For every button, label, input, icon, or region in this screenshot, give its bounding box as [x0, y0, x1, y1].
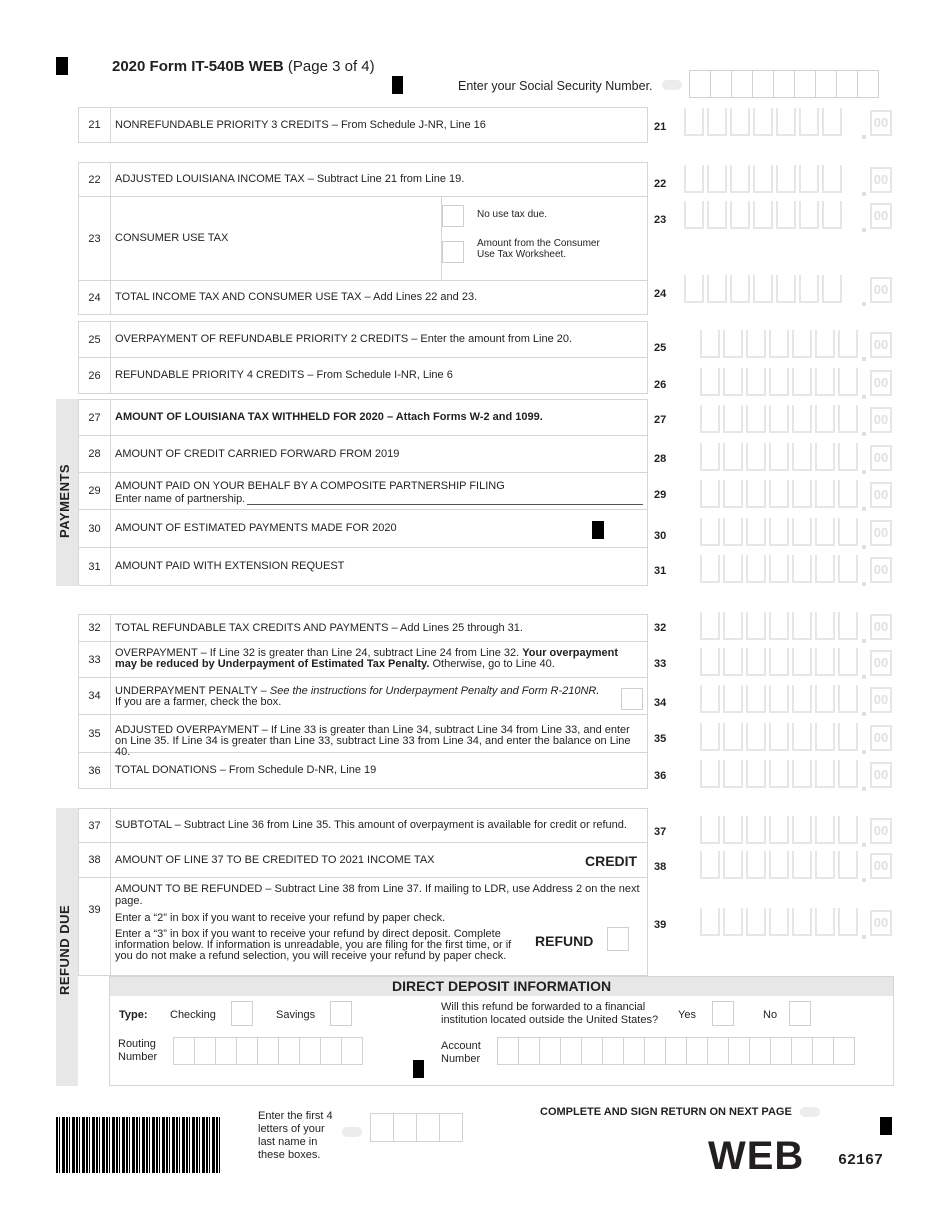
amount-input[interactable] — [684, 108, 845, 138]
line-32: 32 TOTAL REFUNDABLE TAX CREDITS AND PAYMENTS – Add Lines 25 through 31. — [78, 614, 648, 642]
foreign-yes-checkbox[interactable] — [712, 1001, 734, 1026]
amount-input[interactable] — [700, 648, 861, 678]
decimal-point — [862, 935, 866, 939]
decimal-point — [862, 878, 866, 882]
partnership-name-input[interactable] — [247, 504, 643, 505]
amount-input[interactable] — [700, 723, 861, 753]
amount-line-number: 25 — [654, 342, 667, 354]
cents-box[interactable]: 00 — [870, 277, 892, 303]
decimal-point — [862, 639, 866, 643]
amount-line-number: 34 — [654, 697, 667, 709]
cents-box[interactable]: 00 — [870, 853, 892, 879]
amount-line-number: 28 — [654, 453, 667, 465]
amount-line-number: 37 — [654, 826, 667, 838]
foreign-no-checkbox[interactable] — [789, 1001, 811, 1026]
line-21: 21 NONREFUNDABLE PRIORITY 3 CREDITS – From Schedule J-NR, Line 16 — [78, 107, 648, 143]
complete-sign-note: COMPLETE AND SIGN RETURN ON NEXT PAGE — [540, 1106, 792, 1118]
line-37: 37 SUBTOTAL – Subtract Line 36 from Line 35. This amount of overpayment is available for credit or refund. — [78, 808, 648, 843]
name-prompt: Enter the first 4 letters of your last name in these boxes. — [258, 1110, 333, 1161]
amount-input[interactable] — [700, 760, 861, 790]
account-label: Account Number — [441, 1040, 481, 1065]
pointing-hand-icon — [662, 80, 682, 90]
amount-line-number: 29 — [654, 489, 667, 501]
amount-input[interactable] — [700, 685, 861, 715]
amount-line-number: 26 — [654, 379, 667, 391]
amount-input[interactable] — [700, 480, 861, 510]
cents-box[interactable]: 00 — [870, 818, 892, 844]
no-use-tax-label: No use tax due. — [477, 209, 548, 220]
foreign-question: Will this refund be forwarded to a financial institution located outside the United States? — [441, 1001, 659, 1026]
cents-box[interactable]: 00 — [870, 110, 892, 136]
farmer-checkbox[interactable] — [621, 688, 643, 710]
amount-line-number: 22 — [654, 178, 667, 190]
form-title — [112, 58, 375, 75]
amount-line-number: 38 — [654, 861, 667, 873]
ssn-input[interactable] — [689, 70, 878, 98]
line-36: 36 TOTAL DONATIONS – From Schedule D-NR, Line 19 — [78, 753, 648, 789]
last-name-input[interactable] — [370, 1113, 462, 1142]
line-24: 24 TOTAL INCOME TAX AND CONSUMER USE TAX – Add Lines 22 and 23. — [78, 281, 648, 315]
amount-input[interactable] — [684, 165, 845, 195]
amount-input[interactable] — [700, 368, 861, 398]
amount-input[interactable] — [700, 555, 861, 585]
line-35: 35 ADJUSTED OVERPAYMENT – If Line 33 is greater than Line 34, subtract Line 34 from Line 33, and enter on Line 35. If Line 34 is greater than Line 33, subtract Line 33 from Line 34, and enter the balance on Line 40. — [78, 715, 648, 753]
amount-input[interactable] — [700, 612, 861, 642]
cents-box[interactable]: 00 — [870, 614, 892, 640]
line-39: 39 AMOUNT TO BE REFUNDED – Subtract Line 38 from Line 37. If mailing to LDR, use Address 2 on the next page. Enter a “2” in box if you want to receive your refund by paper check. Enter a “3” in box if you want to receive your refund by direct deposit. Complete information below. If information is unreadable, you are filing for the first time, or if you do not make a refund selection, you will receive your refund by paper check. REFUND — [78, 878, 648, 976]
amount-line-number: 21 — [654, 121, 667, 133]
type-label: Type: — [119, 1009, 148, 1021]
decimal-point — [862, 545, 866, 549]
decimal-point — [862, 135, 866, 139]
registration-mark — [56, 57, 68, 75]
refund-method-box[interactable] — [607, 927, 629, 951]
decimal-point — [862, 582, 866, 586]
decimal-point — [862, 357, 866, 361]
amount-line-number: 39 — [654, 919, 667, 931]
decimal-point — [862, 395, 866, 399]
direct-deposit-section — [109, 976, 894, 1086]
decimal-point — [862, 843, 866, 847]
line-22: 22 ADJUSTED LOUISIANA INCOME TAX – Subtract Line 21 from Line 19. — [78, 162, 648, 197]
use-tax-worksheet-checkbox[interactable] — [442, 241, 464, 263]
account-number-input[interactable] — [497, 1037, 854, 1065]
savings-checkbox[interactable] — [330, 1001, 352, 1026]
amount-line-number: 27 — [654, 414, 667, 426]
cents-box[interactable]: 00 — [870, 203, 892, 229]
decimal-point — [862, 470, 866, 474]
payments-label: PAYMENTS — [57, 463, 72, 538]
decimal-point — [862, 302, 866, 306]
cents-box[interactable]: 00 — [870, 910, 892, 936]
registration-mark — [880, 1117, 892, 1135]
amount-input[interactable] — [700, 908, 861, 938]
amount-line-number: 33 — [654, 658, 667, 670]
routing-label: Routing Number — [118, 1038, 158, 1063]
cents-box[interactable]: 00 — [870, 557, 892, 583]
line-29: 29 AMOUNT PAID ON YOUR BEHALF BY A COMPOSITE PARTNERSHIP FILING Enter name of partnership. — [78, 473, 648, 510]
cents-box[interactable]: 00 — [870, 332, 892, 358]
registration-mark — [392, 76, 403, 94]
amount-line-number: 24 — [654, 288, 667, 300]
cents-box[interactable]: 00 — [870, 725, 892, 751]
pointing-hand-icon — [800, 1107, 820, 1117]
line-25: 25 OVERPAYMENT OF REFUNDABLE PRIORITY 2 CREDITS – Enter the amount from Line 20. — [78, 321, 648, 358]
web-label: WEB — [708, 1134, 805, 1178]
decimal-point — [862, 432, 866, 436]
decimal-point — [862, 675, 866, 679]
decimal-point — [862, 228, 866, 232]
amount-line-number: 23 — [654, 214, 667, 226]
cents-box[interactable]: 00 — [870, 407, 892, 433]
line-27: 27 AMOUNT OF LOUISIANA TAX WITHHELD FOR 2020 – Attach Forms W-2 and 1099. — [78, 399, 648, 436]
cents-box[interactable]: 00 — [870, 167, 892, 193]
refund-label: REFUND — [535, 933, 594, 949]
line-38: 38 AMOUNT OF LINE 37 TO BE CREDITED TO 2021 INCOME TAX CREDIT — [78, 843, 648, 878]
no-use-tax-checkbox[interactable] — [442, 205, 464, 227]
amount-input[interactable] — [700, 405, 861, 435]
line-26: 26 REFUNDABLE PRIORITY 4 CREDITS – From Schedule I-NR, Line 6 — [78, 358, 648, 394]
amount-input[interactable] — [700, 851, 861, 881]
decimal-point — [862, 787, 866, 791]
direct-deposit-title: DIRECT DEPOSIT INFORMATION — [392, 978, 612, 994]
line-33: 33 OVERPAYMENT – If Line 32 is greater than Line 24, subtract Line 24 from Line 32. Your overpayment may be reduced by Underpayment of Estimated Tax Penalty. Otherwise, go to Line 40. — [78, 642, 648, 678]
line-30: 30 AMOUNT OF ESTIMATED PAYMENTS MADE FOR 2020 — [78, 510, 648, 548]
line-28: 28 AMOUNT OF CREDIT CARRIED FORWARD FROM 2019 — [78, 436, 648, 473]
amount-input[interactable] — [700, 443, 861, 473]
amount-line-number: 32 — [654, 622, 667, 634]
ssn-label: Enter your Social Security Number. — [458, 79, 653, 93]
credit-label: CREDIT — [585, 853, 638, 869]
line-31: 31 AMOUNT PAID WITH EXTENSION REQUEST — [78, 548, 648, 586]
amount-line-number: 35 — [654, 733, 667, 745]
amount-input[interactable] — [684, 275, 845, 305]
cents-box[interactable]: 00 — [870, 370, 892, 396]
amount-input[interactable] — [700, 816, 861, 846]
amount-line-number: 31 — [654, 565, 667, 577]
line-23: 23 CONSUMER USE TAX No use tax due. Amount from the Consumer Use Tax Worksheet. — [78, 197, 648, 281]
use-tax-worksheet-label: Amount from the Consumer Use Tax Worksheet. — [477, 238, 600, 260]
checking-label: Checking — [170, 1009, 216, 1021]
decimal-point — [862, 750, 866, 754]
cents-box[interactable]: 00 — [870, 520, 892, 546]
amount-input[interactable] — [700, 330, 861, 360]
refund-due-label: REFUND DUE — [57, 904, 72, 995]
cents-box[interactable]: 00 — [870, 482, 892, 508]
amount-line-number: 36 — [654, 770, 667, 782]
cents-box[interactable]: 00 — [870, 445, 892, 471]
amount-input[interactable] — [684, 201, 845, 231]
page-info: (Page 3 of 4) — [287, 58, 375, 75]
barcode — [56, 1117, 222, 1173]
cents-box[interactable]: 00 — [870, 762, 892, 788]
checking-checkbox[interactable] — [231, 1001, 253, 1026]
cents-box[interactable]: 00 — [870, 687, 892, 713]
cents-box[interactable]: 00 — [870, 650, 892, 676]
decimal-point — [862, 192, 866, 196]
amount-input[interactable] — [700, 518, 861, 548]
line-34: 34 UNDERPAYMENT PENALTY – See the instructions for Underpayment Penalty and Form R-210NR. If you are a farmer, check the box. — [78, 678, 648, 715]
routing-number-input[interactable] — [173, 1037, 362, 1065]
amount-line-number: 30 — [654, 530, 667, 542]
decimal-point — [862, 507, 866, 511]
pointing-hand-icon — [342, 1127, 362, 1137]
savings-label: Savings — [276, 1009, 316, 1021]
form-name: 2020 Form IT-540B WEB — [112, 58, 284, 75]
yes-label: Yes — [678, 1009, 696, 1021]
form-code: 62167 — [838, 1152, 884, 1169]
decimal-point — [862, 712, 866, 716]
no-label: No — [763, 1009, 778, 1021]
